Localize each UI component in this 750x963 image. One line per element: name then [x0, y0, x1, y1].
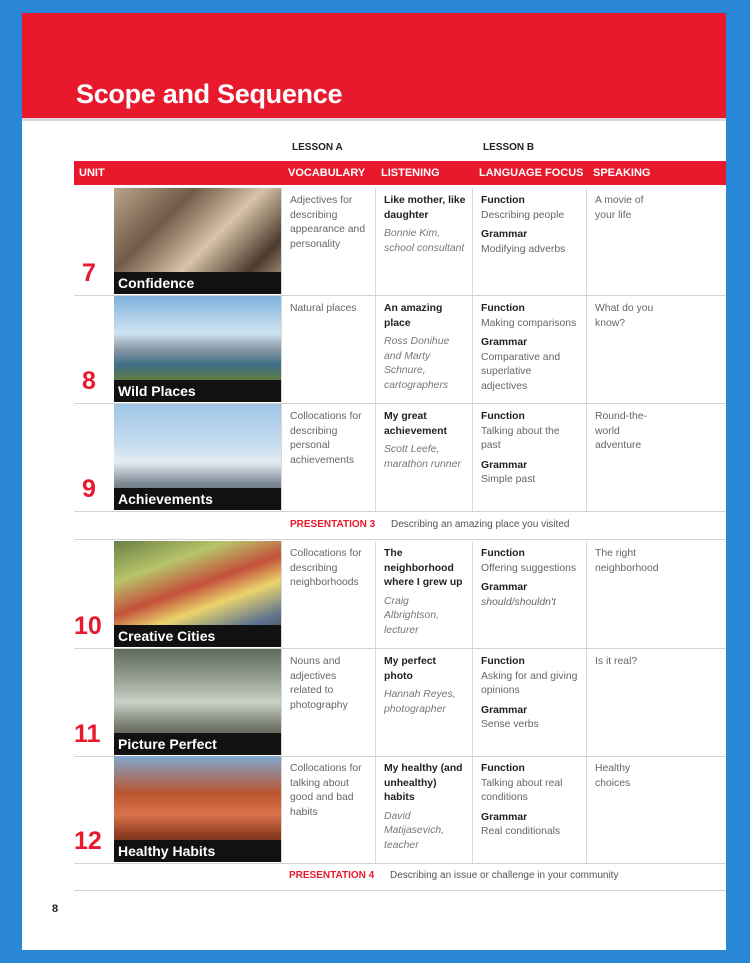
speaking-cell [586, 649, 726, 756]
vocabulary-cell [281, 188, 375, 295]
presentation-4-row [74, 862, 726, 891]
speaking-text: A movie of your life [595, 195, 644, 221]
grammar-label: Grammar [481, 582, 528, 593]
listening-speaker: Bonnie Kim, school consultant [384, 228, 465, 254]
speaking-cell [586, 541, 726, 648]
unit-photo [114, 756, 281, 862]
listening-speaker: David Matijasevich, teacher [384, 810, 445, 851]
unit-row [74, 296, 726, 404]
grammar-text: Modifying adverbs [481, 243, 566, 255]
presentation-4-label: PRESENTATION 4 [289, 870, 375, 881]
lesson-a-label: LESSON A [292, 142, 343, 153]
page-title: Scope and Sequence [76, 79, 343, 109]
speaking-cell [586, 756, 726, 863]
page-number: 8 [52, 903, 59, 915]
vocabulary-text: Collocations for describing personal achievements [290, 411, 362, 466]
listening-title: Like mother, like daughter [384, 195, 466, 221]
presentation-4-text: Describing an issue or challenge in your community [390, 870, 619, 881]
function-label: Function [481, 656, 525, 667]
page [22, 13, 726, 950]
listening-speaker: Hannah Reyes, photographer [384, 689, 456, 715]
language-focus-cell [472, 756, 586, 863]
grammar-text: Comparative and superlative adjectives [481, 351, 561, 392]
unit-number: 8 [82, 367, 96, 395]
function-text: Offering suggestions [481, 562, 577, 574]
grammar-text: should/shouldn't [481, 596, 556, 608]
listening-speaker: Scott Leefe, marathon runner [384, 444, 461, 470]
unit-name: Achievements [114, 488, 281, 510]
unit-photo [114, 404, 281, 510]
unit-row [74, 649, 726, 757]
function-label: Function [481, 303, 525, 314]
vocabulary-text: Nouns and adjectives related to photography [290, 656, 348, 711]
header-speaking: SPEAKING [593, 167, 651, 179]
vocabulary-text: Natural places [290, 303, 357, 314]
unit-row [74, 404, 726, 512]
vocabulary-cell [281, 649, 375, 756]
unit-number: 12 [74, 827, 102, 855]
vocabulary-text: Collocations for describing neighborhoods [290, 548, 362, 588]
speaking-text: Round-the-world adventure [595, 411, 647, 451]
divider [22, 118, 726, 121]
speaking-cell [586, 404, 726, 511]
unit-name: Confidence [114, 272, 281, 294]
unit-number: 11 [74, 720, 101, 748]
listening-cell [375, 649, 472, 756]
speaking-cell [586, 296, 726, 403]
header-listening: LISTENING [381, 167, 440, 179]
listening-title: My healthy (and unhealthy) habits [384, 763, 463, 803]
listening-cell [375, 541, 472, 648]
unit-number: 7 [82, 259, 96, 287]
listening-cell [375, 756, 472, 863]
header-unit: UNIT [79, 167, 105, 179]
header-vocabulary: VOCABULARY [288, 167, 366, 179]
unit-name: Creative Cities [114, 625, 281, 647]
unit-name: Wild Places [114, 380, 281, 402]
presentation-3-row [74, 511, 726, 540]
listening-speaker: Craig Albrightson, lecturer [384, 595, 439, 636]
unit-name: Picture Perfect [114, 733, 281, 755]
grammar-label: Grammar [481, 704, 528, 716]
unit-name: Healthy Habits [114, 840, 281, 862]
function-text: Asking for and giving opinions [481, 670, 578, 696]
function-label: Function [481, 548, 525, 559]
vocabulary-cell [281, 756, 375, 863]
language-focus-cell [472, 649, 586, 756]
grammar-label: Grammar [481, 811, 528, 823]
listening-title: An amazing place [384, 303, 443, 329]
vocabulary-text: Collocations for talking about good and bad habits [290, 763, 362, 818]
grammar-text: Sense verbs [481, 719, 539, 730]
vocabulary-text: Adjectives for describing appearance and personality [290, 195, 366, 250]
vocabulary-cell [281, 541, 375, 648]
lesson-b-label: LESSON B [483, 142, 535, 153]
speaking-text: What do you know? [595, 303, 654, 329]
function-text: Talking about real conditions [481, 777, 563, 803]
unit-photo [114, 188, 281, 294]
grammar-text: Simple past [481, 474, 536, 485]
speaking-text: Healthy choices [595, 763, 631, 789]
language-focus-cell [472, 296, 586, 403]
vocabulary-cell [281, 404, 375, 511]
grammar-label: Grammar [481, 337, 528, 348]
unit-photo [114, 296, 281, 402]
language-focus-cell [472, 188, 586, 295]
unit-row [74, 756, 726, 864]
speaking-cell [586, 188, 726, 295]
function-label: Function [481, 195, 525, 206]
listening-cell [375, 296, 472, 403]
unit-row [74, 541, 726, 649]
language-focus-cell [472, 541, 586, 648]
listening-cell [375, 188, 472, 295]
grammar-label: Grammar [481, 229, 528, 240]
vocabulary-cell [281, 296, 375, 403]
function-label: Function [481, 763, 525, 774]
unit-number: 10 [74, 612, 102, 640]
grammar-label: Grammar [481, 459, 528, 471]
grammar-text: Real conditionals [481, 826, 561, 837]
listening-cell [375, 404, 472, 511]
unit-photo [114, 649, 281, 755]
header-language-focus: LANGUAGE FOCUS [479, 167, 584, 179]
presentation-3-text: Describing an amazing place you visited [391, 519, 570, 530]
listening-title: My perfect photo [384, 656, 436, 682]
function-label: Function [481, 411, 525, 422]
listening-title: The neighborhood where I grew up [384, 548, 463, 588]
language-focus-cell [472, 404, 586, 511]
unit-number: 9 [82, 475, 96, 503]
function-text: Talking about the past [481, 425, 560, 451]
speaking-text: The right neighborhood [595, 548, 659, 574]
unit-photo [114, 541, 281, 647]
presentation-3-label: PRESENTATION 3 [290, 519, 376, 530]
listening-speaker: Ross Donihue and Marty Schnure, cartographers [384, 336, 450, 391]
function-text: Describing people [481, 209, 565, 221]
unit-row [74, 188, 726, 296]
listening-title: My great achievement [384, 411, 447, 437]
speaking-text: Is it real? [595, 656, 638, 667]
function-text: Making comparisons [481, 317, 577, 329]
table-header [74, 161, 726, 185]
